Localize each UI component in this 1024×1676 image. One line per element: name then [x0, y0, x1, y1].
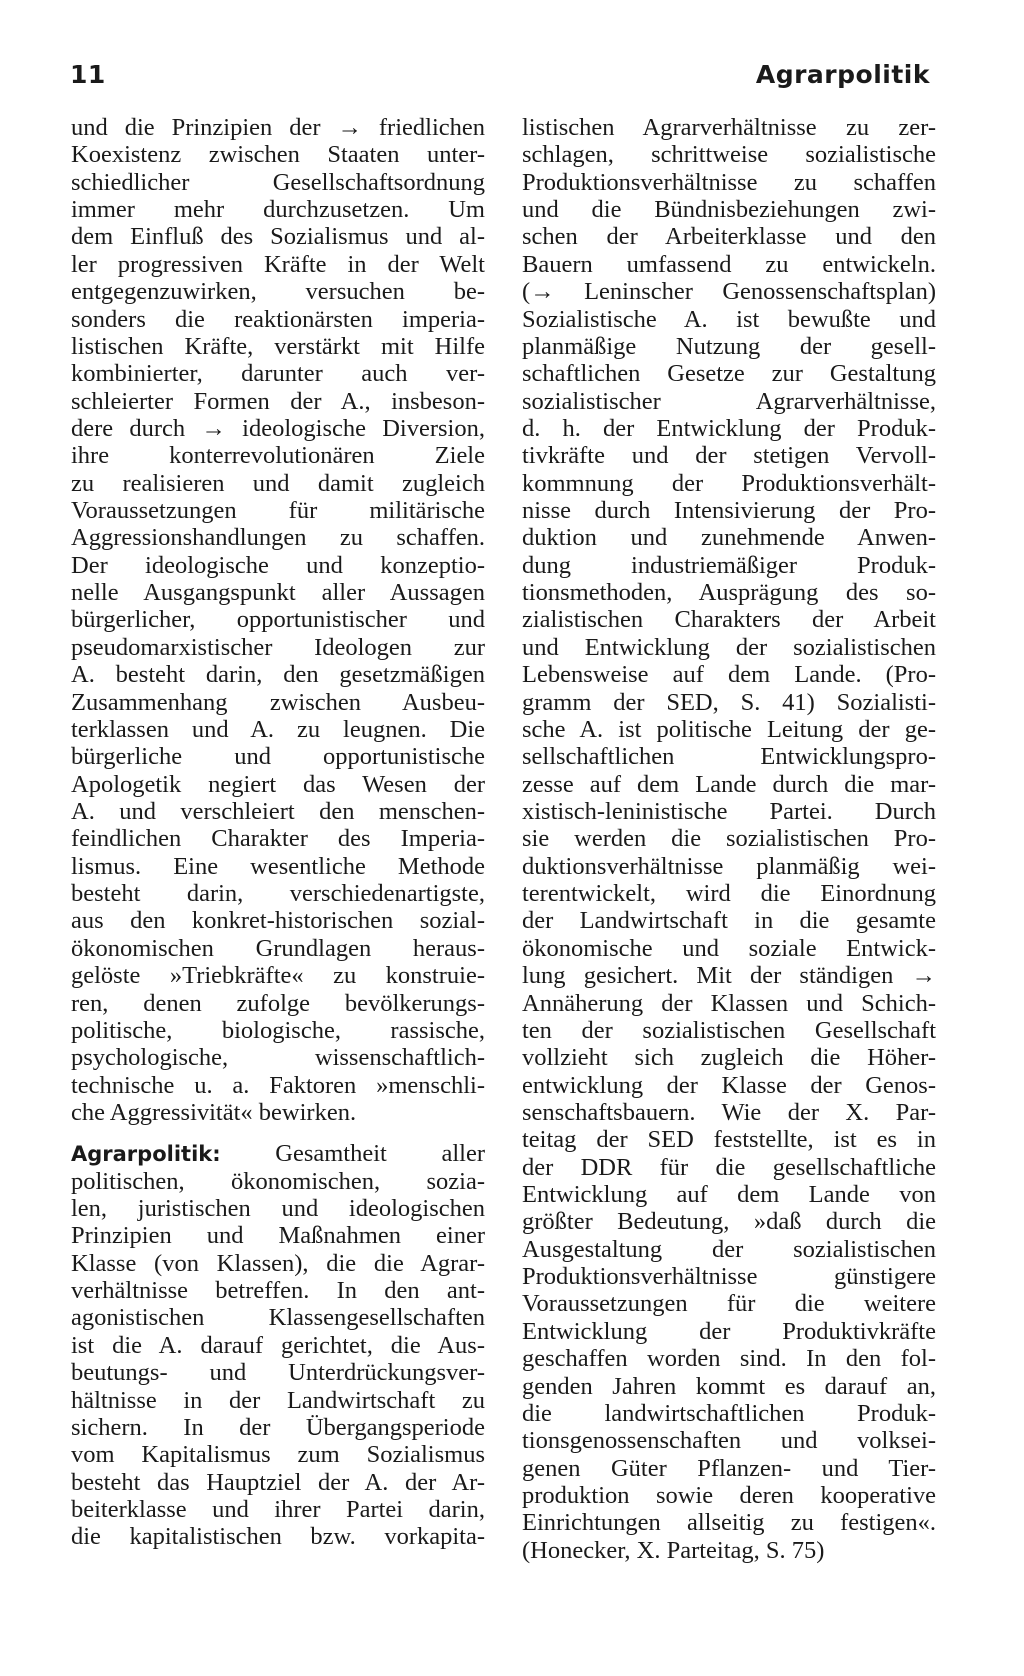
text-line: produktion sowie deren kooperative [522, 1481, 936, 1509]
text-line: Voraussetzungen für die weitere [522, 1290, 936, 1318]
text-line: politische, biologische, rassische, [71, 1016, 485, 1044]
text-line: genen Güter Pflanzen- und Tier- [522, 1454, 936, 1482]
text-line: beiterklasse und ihrer Partei darin, [71, 1495, 485, 1523]
text-line: hältnisse in der Landwirtschaft zu [71, 1386, 485, 1414]
text-line: besteht das Hauptziel der A. der Ar- [71, 1468, 485, 1496]
text-line: dung industriemäßiger Produk- [522, 551, 936, 579]
text-line: psychologische, wissenschaftlich- [71, 1044, 485, 1072]
text-line: beutungs- und Unterdrückungsver- [71, 1359, 485, 1387]
text-line: kombinierter, darunter auch ver- [71, 360, 485, 388]
text-line: teitag der SED feststellte, ist es in [522, 1126, 936, 1154]
text-line: sozialistischer Agrarverhältnisse, [522, 387, 936, 415]
text-line: nelle Ausgangspunkt aller Aussagen [71, 579, 485, 607]
text-line: Produktionsverhältnisse zu schaffen [522, 168, 936, 196]
text-line: der Landwirtschaft in die gesamte [522, 907, 936, 935]
text-line: d. h. der Entwicklung der Produk- [522, 414, 936, 442]
text-line: sichern. In der Übergangsperiode [71, 1413, 485, 1441]
text-line: Entwicklung auf dem Lande von [522, 1181, 936, 1209]
text-line: (Honecker, X. Parteitag, S. 75) [522, 1536, 825, 1564]
text-line: tionsmethoden, Ausprägung des so- [522, 579, 936, 607]
text-line: ler progressiven Kräfte in der Welt [71, 250, 485, 278]
text-line: aus den konkret-historischen sozial- [71, 907, 485, 935]
text-line: sche A. ist politische Leitung der ge- [522, 715, 936, 743]
text-line: Lebensweise auf dem Lande. (Pro- [522, 661, 936, 689]
text-line: Koexistenz zwischen Staaten unter- [71, 141, 485, 169]
text-line: nisse durch Intensivierung der Pro- [522, 497, 936, 525]
text-line: ist die A. darauf gerichtet, die Aus- [71, 1331, 485, 1359]
text-line: der DDR für die gesellschaftliche [522, 1153, 936, 1181]
text-line: besteht darin, verschiedenartigste, [71, 880, 485, 908]
text-line: technische u. a. Faktoren »menschli- [71, 1071, 485, 1099]
text-line: schleierter Formen der A., insbeson- [71, 387, 485, 415]
text-line: listischen Kräfte, verstärkt mit Hilfe [71, 332, 485, 360]
text-line: Apologetik negiert das Wesen der [71, 770, 485, 798]
text-line: sonders die reaktionärsten imperia- [71, 305, 485, 333]
text-line: vollzieht sich zugleich die Höher- [522, 1044, 936, 1072]
text-line: immer mehr durchzusetzen. Um [71, 196, 485, 224]
text-line: schlagen, schrittweise sozialistische [522, 141, 936, 169]
running-head: Agrarpolitik [755, 60, 930, 89]
text-line: zialistischen Charakters der Arbeit [522, 606, 936, 634]
text-line: Ausgestaltung der sozialistischen [522, 1235, 936, 1263]
text-line: senschaftsbauern. Wie der X. Par- [522, 1098, 936, 1126]
text-line: Prinzipien und Maßnahmen einer [71, 1222, 485, 1250]
left-column [71, 114, 485, 1551]
text-line: geschaffen worden sind. In den fol- [522, 1345, 936, 1373]
text-line: gramm der SED, S. 41) Sozialisti- [522, 688, 936, 716]
text-line: Voraussetzungen für militärische [71, 497, 485, 525]
text-line: bürgerliche und opportunistische [71, 743, 485, 771]
text-line: listischen Agrarverhältnisse zu zer- [522, 114, 936, 141]
text-line: A. besteht darin, den gesetzmäßigen [71, 661, 485, 689]
text-line: tivkräfte und der stetigen Vervoll- [522, 442, 936, 470]
text-line: xistisch-leninistische Partei. Durch [522, 797, 936, 825]
entry-term: Agrarpolitik: [71, 1142, 221, 1167]
text-line: entwicklung der Klasse der Genos- [522, 1071, 936, 1099]
text-line: feindlichen Charakter des Imperia- [71, 825, 485, 853]
text-line: größter Bedeutung, »daß durch die [522, 1208, 936, 1236]
text-line: schaftlichen Gesetze zur Gestaltung [522, 360, 936, 388]
text-line: pseudomarxistischer Ideologen zur [71, 633, 485, 661]
text-line: und Entwicklung der sozialistischen [522, 633, 936, 661]
text-line: und die Bündnisbeziehungen zwi- [522, 196, 936, 224]
text-line: Bauern umfassend zu entwickeln. [522, 250, 936, 278]
text-line: ökonomischen Grundlagen heraus- [71, 934, 485, 962]
text-line: (→ Leninscher Genossenschaftsplan) [522, 278, 936, 306]
text-line: lismus. Eine wesentliche Methode [71, 852, 485, 880]
entry-first-line-text: Gesamtheit aller [275, 1140, 485, 1168]
text-line: duktion und zunehmende Anwen- [522, 524, 936, 552]
text-line: schen der Arbeiterklasse und den [522, 223, 936, 251]
text-line: ten der sozialistischen Gesellschaft [522, 1016, 936, 1044]
text-line: Einrichtungen allseitig zu festigen«. [522, 1509, 936, 1537]
text-line: che Aggressivität« bewirken. [71, 1098, 357, 1126]
text-line: Zusammenhang zwischen Ausbeu- [71, 688, 485, 716]
text-line: vom Kapitalismus zum Sozialismus [71, 1441, 485, 1469]
text-line: Produktionsverhältnisse günstigere [522, 1263, 936, 1291]
text-line: Klasse (von Klassen), die die Agrar- [71, 1249, 485, 1277]
text-line: Entwicklung der Produktivkräfte [522, 1317, 936, 1345]
text-line: ihre konterrevolutionären Ziele [71, 442, 485, 470]
text-line: dere durch → ideologische Diversion, [71, 414, 485, 442]
text-line: gelöste »Triebkräfte« zu konstruie- [71, 962, 485, 990]
text-line: die landwirtschaftlichen Produk- [522, 1399, 936, 1427]
text-line: schiedlicher Gesellschaftsordnung [71, 168, 485, 196]
text-line: tionsgenossenschaften und volksei- [522, 1427, 936, 1455]
text-line: sie werden die sozialistischen Pro- [522, 825, 936, 853]
entry-first-line [71, 1140, 485, 1167]
text-line: ren, denen zufolge bevölkerungs- [71, 989, 485, 1017]
text-line: duktionsverhältnisse planmäßig wei- [522, 852, 936, 880]
text-line: zesse auf dem Lande durch die mar- [522, 770, 936, 798]
text-line: die kapitalistischen bzw. vorkapita- [71, 1523, 485, 1551]
text-line: entgegenzuwirken, versuchen be- [71, 278, 485, 306]
text-line: zu realisieren und damit zugleich [71, 469, 485, 497]
text-line: lung gesichert. Mit der ständigen → [522, 962, 936, 990]
text-line: bürgerlicher, opportunistischer und [71, 606, 485, 634]
text-line: Der ideologische und konzeptio- [71, 551, 485, 579]
page-number: 11 [70, 60, 106, 89]
text-line: terentwickelt, wird die Einordnung [522, 880, 936, 908]
text-line: Annäherung der Klassen und Schich- [522, 989, 936, 1017]
text-line: verhältnisse betreffen. In den ant- [71, 1277, 485, 1305]
text-line: terklassen und A. zu leugnen. Die [71, 715, 485, 743]
text-line: Sozialistische A. ist bewußte und [522, 305, 936, 333]
text-line: len, juristischen und ideologischen [71, 1195, 485, 1223]
text-line: ökonomische und soziale Entwick- [522, 934, 936, 962]
text-line: agonistischen Klassengesellschaften [71, 1304, 485, 1332]
text-line: Aggressionshandlungen zu schaffen. [71, 524, 485, 552]
text-line: kommnung der Produktionsverhält- [522, 469, 936, 497]
text-line: planmäßige Nutzung der gesell- [522, 332, 936, 360]
text-line: und die Prinzipien der → friedlichen [71, 114, 485, 141]
text-line: politischen, ökonomischen, sozia- [71, 1167, 485, 1195]
text-line: A. und verschleiert den menschen- [71, 797, 485, 825]
entry-separator [71, 1126, 485, 1140]
text-line: dem Einfluß des Sozialismus und al- [71, 223, 485, 251]
right-column [522, 114, 936, 1564]
text-line: sellschaftlichen Entwicklungspro- [522, 743, 936, 771]
text-line: genden Jahren kommt es darauf an, [522, 1372, 936, 1400]
